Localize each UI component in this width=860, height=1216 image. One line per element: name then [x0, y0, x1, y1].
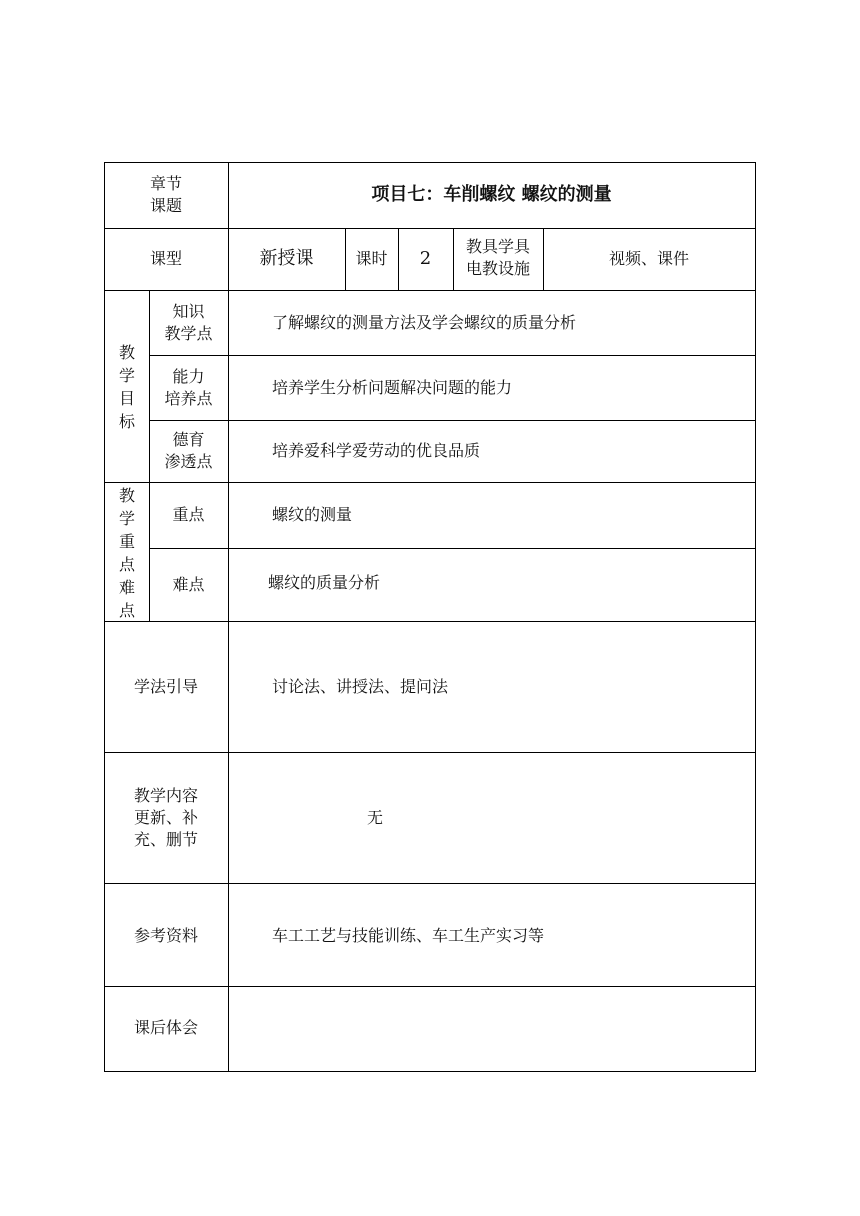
row-divider [104, 228, 756, 229]
update-label: 教学内容 更新、补 充、删节 [133, 786, 198, 849]
row-divider [149, 548, 756, 549]
table-border-bottom [104, 1071, 756, 1072]
reflection-label: 课后体会 [133, 1018, 198, 1037]
hours-value: 2 [419, 248, 432, 269]
method-label: 学法引导 [133, 677, 198, 696]
keypoints-group-label: 教 学 重 点 难 点 [118, 486, 135, 620]
moral-label: 德育 渗透点 [164, 430, 213, 471]
row-divider [104, 752, 756, 753]
equipment-value: 视频、课件 [608, 249, 689, 268]
key-label: 重点 [172, 505, 205, 524]
chapter-title: 项目七：车削螺纹 螺纹的测量 [371, 184, 612, 205]
chapter-label: 章节 课题 [149, 174, 182, 215]
label-column-divider [228, 162, 229, 1072]
hours-label: 课时 [355, 249, 388, 268]
row-divider [149, 355, 756, 356]
row-divider [104, 482, 756, 483]
row-divider [104, 883, 756, 884]
course-type-value: 新授课 [259, 248, 314, 269]
method-value: 讨论法、讲授法、提问法 [272, 677, 449, 696]
difficulty-value: 螺纹的质量分析 [268, 573, 381, 592]
row-divider [104, 986, 756, 987]
update-value: 无 [367, 808, 384, 827]
ability-label: 能力 培养点 [164, 367, 213, 408]
course-type-label: 课型 [149, 249, 182, 268]
ability-value: 培养学生分析问题解决问题的能力 [272, 378, 513, 397]
row-divider [149, 420, 756, 421]
moral-value: 培养爱科学爱劳动的优良品质 [272, 441, 481, 460]
row-divider [104, 290, 756, 291]
key-value: 螺纹的测量 [272, 505, 353, 524]
table-border-right [755, 162, 756, 1072]
reference-value: 车工工艺与技能训练、车工生产实习等 [272, 926, 545, 945]
row-divider [104, 621, 756, 622]
equipment-label: 教具学具 电教设施 [465, 237, 530, 278]
knowledge-label: 知识 教学点 [164, 302, 213, 343]
knowledge-value: 了解螺纹的测量方法及学会螺纹的质量分析 [272, 313, 577, 332]
table-border-top [104, 162, 756, 163]
difficulty-label: 难点 [172, 575, 205, 594]
objectives-group-label: 教 学 目 标 [118, 343, 135, 431]
reference-label: 参考资料 [133, 926, 198, 945]
